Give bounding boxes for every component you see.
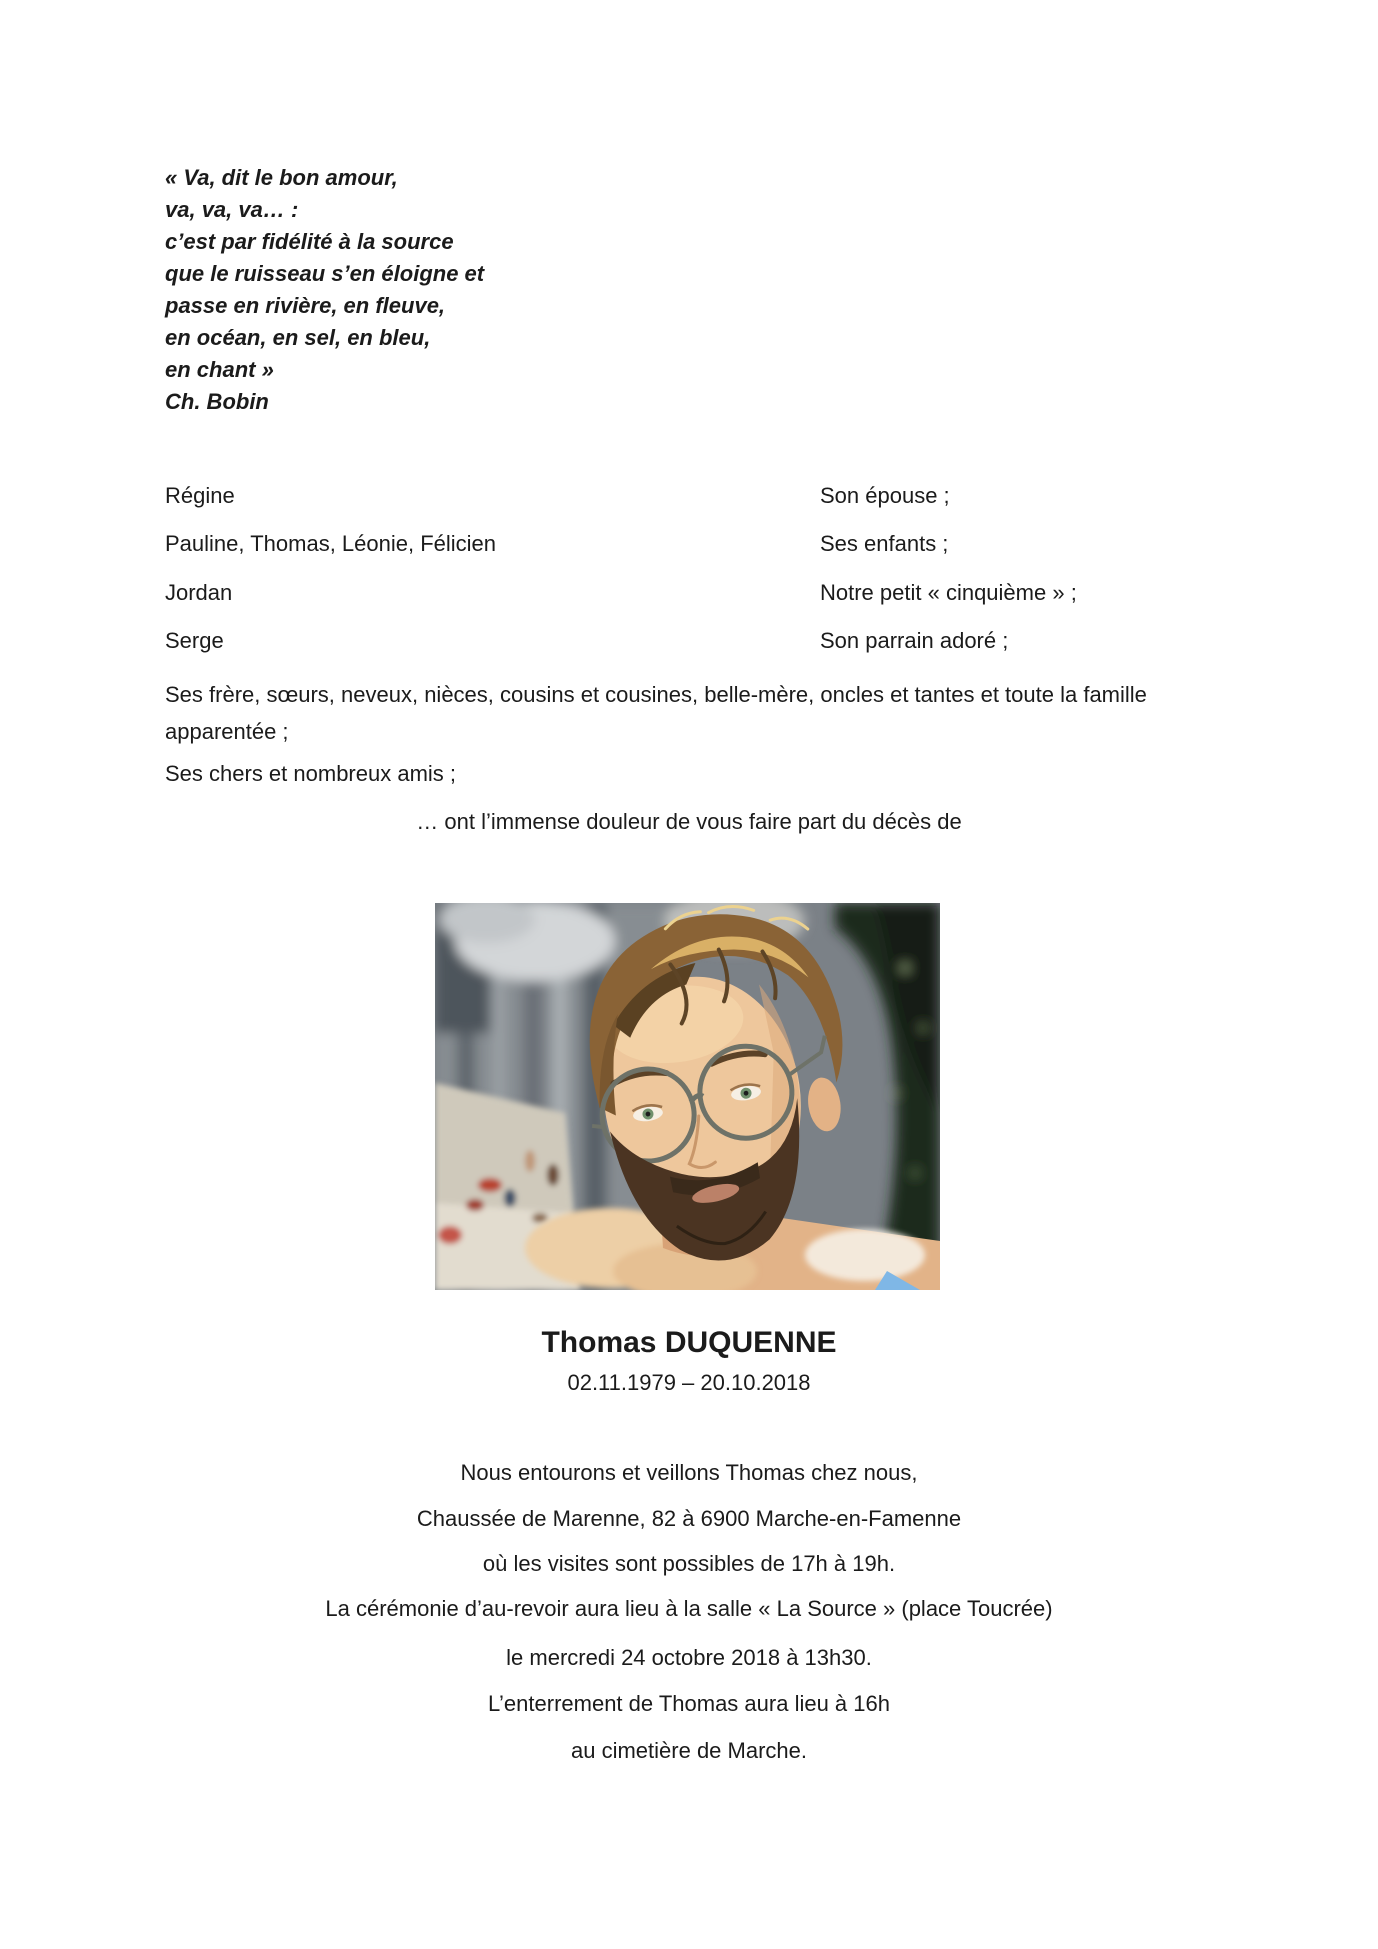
- portrait-photo: [435, 903, 940, 1290]
- relation-row: [165, 580, 1235, 610]
- relative-name: Régine: [165, 483, 235, 508]
- deceased-dates: 02.11.1979 – 20.10.2018: [567, 1370, 811, 1395]
- relation-label: Son épouse ;: [820, 483, 950, 508]
- poem-line: en océan, en sel, en bleu,: [165, 325, 431, 350]
- poem-line: passe en rivière, en fleuve,: [165, 293, 446, 318]
- detail-line: La cérémonie d’au-revoir aura lieu à la salle « La Source » (place Toucrée): [325, 1596, 1053, 1621]
- detail-line: au cimetière de Marche.: [571, 1738, 807, 1763]
- portrait-photo-svg: [435, 903, 940, 1290]
- relation-label: Notre petit « cinquième » ;: [820, 580, 1077, 605]
- detail-line: où les visites sont possibles de 17h à 19h.: [482, 1551, 896, 1576]
- relation-label: Ses enfants ;: [820, 531, 949, 556]
- detail-line: Chaussée de Marenne, 82 à 6900 Marche-en-Famenne: [416, 1506, 962, 1531]
- detail-line: le mercredi 24 octobre 2018 à 13h30.: [506, 1645, 872, 1670]
- deceased-name: Thomas DUQUENNE: [541, 1326, 837, 1359]
- relation-row: [165, 628, 1235, 658]
- friends-line: Ses chers et nombreux amis ;: [165, 761, 457, 786]
- relative-name: Serge: [165, 628, 224, 653]
- detail-line: L’enterrement de Thomas aura lieu à 16h: [488, 1691, 890, 1716]
- poem-author: Ch. Bobin: [165, 389, 269, 414]
- poem-line: c’est par fidélité à la source: [165, 229, 454, 254]
- detail-line: Nous entourons et veillons Thomas chez nous,: [460, 1460, 918, 1485]
- relation-row: [165, 483, 1235, 513]
- relative-name: Pauline, Thomas, Léonie, Félicien: [165, 531, 497, 556]
- poem-quote: [165, 162, 484, 418]
- poem-line: que le ruisseau s’en éloigne et: [165, 261, 485, 286]
- poem-line: « Va, dit le bon amour,: [165, 165, 398, 190]
- poem-line: en chant »: [165, 357, 274, 382]
- relation-row: [165, 531, 1235, 561]
- relation-label: Son parrain adoré ;: [820, 628, 1009, 653]
- family-line: Ses frère, sœurs, neveux, nièces, cousins et cousines, belle-mère, oncles et tantes et toute la famille apparentée ;: [165, 682, 1147, 744]
- relative-name: Jordan: [165, 580, 233, 605]
- poem-line: va, va, va… :: [165, 197, 299, 222]
- announcement-line: … ont l’immense douleur de vous faire part du décès de: [416, 809, 962, 834]
